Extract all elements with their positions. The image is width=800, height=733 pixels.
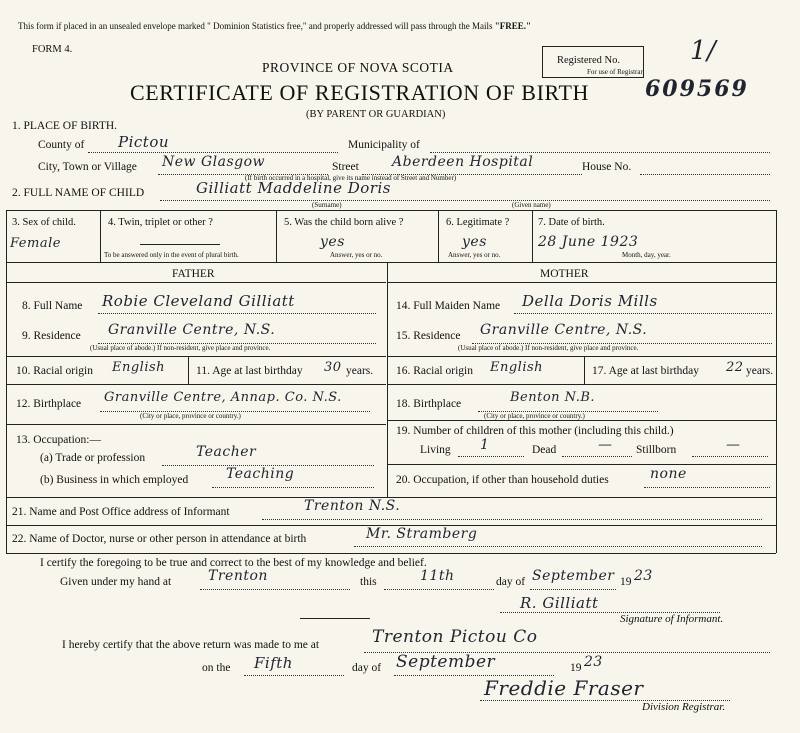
province-heading: PROVINCE OF NOVA SCOTIA (262, 60, 454, 75)
father-age-years: years. (346, 365, 374, 377)
county-line (88, 152, 338, 153)
informant-line (262, 519, 762, 520)
registrar-year-value: 23 (584, 654, 603, 670)
legitimate-label: 6. Legitimate ? (446, 217, 510, 228)
father-racial-value: English (112, 360, 166, 375)
place-of-birth-label: 1. PLACE OF BIRTH. (12, 120, 118, 132)
given-this-label: this (360, 576, 377, 588)
mother-age-value: 22 (726, 360, 744, 375)
alive-value: yes (320, 234, 345, 250)
father-rule-1 (6, 356, 386, 357)
given-label: Given under my hand at (60, 576, 172, 588)
mother-occupation-label: 20. Occupation, if other than household duties (396, 474, 609, 486)
father-birthplace-note: (City or place, province or country.) (140, 412, 241, 420)
living-label: Living (420, 444, 451, 456)
given-name-note: (Given name) (512, 201, 551, 209)
registrar-on-label: on the (202, 662, 231, 674)
mother-racial-label: 16. Racial origin (396, 365, 473, 377)
row3-divider-3 (438, 210, 439, 262)
mother-name-label: 14. Full Maiden Name (396, 300, 501, 312)
municipality-line (430, 152, 770, 153)
child-name-line (160, 200, 770, 201)
municipality-label: Municipality of (348, 139, 420, 151)
given-month-value: September (532, 568, 615, 584)
father-birthplace-label: 12. Birthplace (16, 398, 82, 410)
notice-text: This form if placed in an unsealed envelope marked " Dominion Statistics free," and properly addressed will pass through the Mails (18, 21, 493, 31)
mother-name-line (514, 313, 772, 314)
father-header-rule (6, 282, 386, 283)
row3-bottom-border (6, 262, 776, 263)
father-residence-label: 9. Residence (22, 330, 81, 342)
row3-divider-4 (532, 210, 533, 262)
given-day-value: 11th (420, 568, 455, 584)
father-name-label: 8. Full Name (22, 300, 83, 312)
living-line (458, 456, 524, 457)
notice-free: "FREE." (494, 21, 531, 31)
mother-age-label: 17. Age at last birthday (592, 365, 699, 377)
mother-rule-4 (388, 464, 776, 465)
parents-divider (387, 262, 388, 497)
attendant-line (354, 546, 762, 547)
given-place-value: Trenton (208, 568, 268, 584)
given-year-value: 23 (634, 568, 653, 584)
attendant-rule (6, 553, 776, 554)
registrar-signature: Freddie Fraser (484, 676, 644, 700)
living-value: 1 (480, 437, 490, 453)
registered-number-box (542, 46, 644, 78)
father-residence-value: Granville Centre, N.S. (108, 322, 276, 338)
cert-statement: I certify the foregoing to be true and correct to the best of my knowledge and belief. (40, 557, 427, 569)
twin-line (140, 244, 220, 245)
given-day-line (384, 589, 494, 590)
certificate-title: CERTIFICATE OF REGISTRATION OF BIRTH (130, 80, 589, 105)
dob-label: 7. Date of birth. (538, 217, 605, 228)
mother-birthplace-label: 18. Birthplace (396, 398, 462, 410)
left-border (6, 210, 7, 553)
father-residence-note: (Usual place of abode.) If non-resident, give place and province. (90, 344, 271, 352)
certificate-subtitle: (BY PARENT OR GUARDIAN) (306, 109, 446, 120)
attendant-label: 22. Name of Doctor, nurse or other person in attendance at birth (12, 533, 307, 545)
registrar-statement: I hereby certify that the above return was made to me at (62, 639, 320, 651)
mother-occupation-line (644, 487, 770, 488)
county-value: Pictou (118, 133, 170, 151)
dob-note: Month, day, year. (622, 251, 671, 259)
house-label: House No. (582, 161, 632, 173)
father-rule-3 (6, 424, 386, 425)
mother-name-value: Della Doris Mills (522, 292, 658, 310)
mother-rule-1 (388, 356, 776, 357)
given-year-prefix: 19 (620, 576, 632, 588)
given-place-line (200, 589, 350, 590)
dead-line (562, 456, 632, 457)
alive-note: Answer, yes or no. (330, 251, 383, 259)
father-racial-divider (188, 356, 189, 384)
mother-rule-3 (388, 420, 776, 421)
registrar-month-value: September (396, 652, 496, 672)
informant-value: Trenton N.S. (304, 498, 401, 514)
registered-label: Registered No. (557, 55, 620, 66)
mother-residence-label: 15. Residence (396, 330, 461, 342)
registrar-use-label: For use of Registrar (587, 68, 643, 76)
child-name-value: Gilliatt Maddeline Doris (196, 179, 391, 197)
postal-notice (18, 21, 531, 31)
mother-header: MOTHER (540, 268, 589, 280)
father-age-value: 30 (324, 360, 342, 375)
mother-birthplace-value: Benton N.B. (510, 390, 596, 405)
registrar-day-line (244, 675, 344, 676)
father-rule-2 (6, 384, 386, 385)
hospital-note: (If birth occurred in a hospital, give its name instead of Street and Number) (245, 174, 457, 182)
sex-value: Female (10, 236, 61, 251)
given-day-of-label: day of (496, 576, 526, 588)
dead-value: — (598, 437, 613, 453)
stillborn-label: Stillborn (636, 444, 677, 456)
mother-racial-value: English (490, 360, 544, 375)
alive-label: 5. Was the child born alive ? (284, 217, 404, 228)
twin-note: To be answered only in the event of plural birth. (104, 251, 239, 259)
given-month-line (530, 589, 616, 590)
sex-label: 3. Sex of child. (12, 217, 76, 228)
mother-occupation-value: none (650, 466, 687, 482)
father-name-value: Robie Cleveland Gilliatt (102, 292, 295, 310)
registrar-day-of-label: day of (352, 662, 382, 674)
informant-signature: R. Gilliatt (520, 594, 599, 612)
mother-residence-value: Granville Centre, N.S. (480, 322, 648, 338)
registered-mark: 1/ (690, 36, 717, 66)
registrar-place-value: Trenton Pictou Co (372, 627, 538, 647)
dead-label: Dead (532, 444, 557, 456)
mother-residence-note: (Usual place of abode.) If non-resident, give place and province. (458, 344, 639, 352)
right-border (776, 210, 777, 553)
city-value: New Glasgow (162, 154, 266, 170)
form-number: FORM 4. (32, 44, 73, 55)
mother-children-label: 19. Number of children of this mother (including this child.) (396, 425, 674, 437)
house-line (640, 174, 770, 175)
registrar-signature-label: Division Registrar. (642, 701, 726, 713)
county-label: County of (38, 139, 85, 151)
informant-signature-label: Signature of Informant. (620, 613, 724, 625)
city-label: City, Town or Village (38, 161, 137, 173)
mother-birthplace-note: (City or place, province or country.) (484, 412, 585, 420)
registrar-day-value: Fifth (254, 654, 293, 672)
mother-header-rule (388, 282, 776, 283)
father-name-line (98, 313, 376, 314)
attendant-value: Mr. Stramberg (366, 526, 478, 542)
father-business-value: Teaching (226, 466, 295, 482)
legitimate-note: Answer, yes or no. (448, 251, 501, 259)
father-business-label: (b) Business in which employed (40, 474, 189, 486)
legitimate-value: yes (462, 234, 487, 250)
surname-note: (Surname) (312, 201, 342, 209)
dob-value: 28 June 1923 (538, 234, 639, 250)
father-age-label: 11. Age at last birthday (196, 365, 303, 377)
father-trade-label: (a) Trade or profession (40, 452, 146, 464)
father-business-line (212, 487, 374, 488)
stillborn-value: — (726, 437, 741, 453)
certificate-number: 609569 (645, 76, 749, 102)
mother-rule-2 (388, 384, 776, 385)
father-header: FATHER (172, 268, 215, 280)
street-value: Aberdeen Hospital (392, 154, 534, 170)
father-occupation-label: 13. Occupation:— (16, 434, 101, 446)
row3-divider-2 (276, 210, 277, 262)
father-trade-value: Teacher (196, 444, 257, 460)
mother-racial-divider (584, 356, 585, 384)
father-racial-label: 10. Racial origin (16, 365, 93, 377)
street-label: Street (332, 161, 359, 173)
stillborn-line (692, 456, 768, 457)
mother-age-years: years. (746, 365, 774, 377)
father-birthplace-value: Granville Centre, Annap. Co. N.S. (104, 390, 342, 405)
informant-label: 21. Name and Post Office address of Informant (12, 506, 230, 518)
child-name-label: 2. FULL NAME OF CHILD (12, 187, 145, 199)
row3-top-border (6, 210, 776, 211)
row3-divider-1 (100, 210, 101, 262)
twin-label: 4. Twin, triplet or other ? (108, 217, 213, 228)
seal-dash (300, 618, 370, 619)
registrar-year-prefix: 19 (570, 662, 582, 674)
